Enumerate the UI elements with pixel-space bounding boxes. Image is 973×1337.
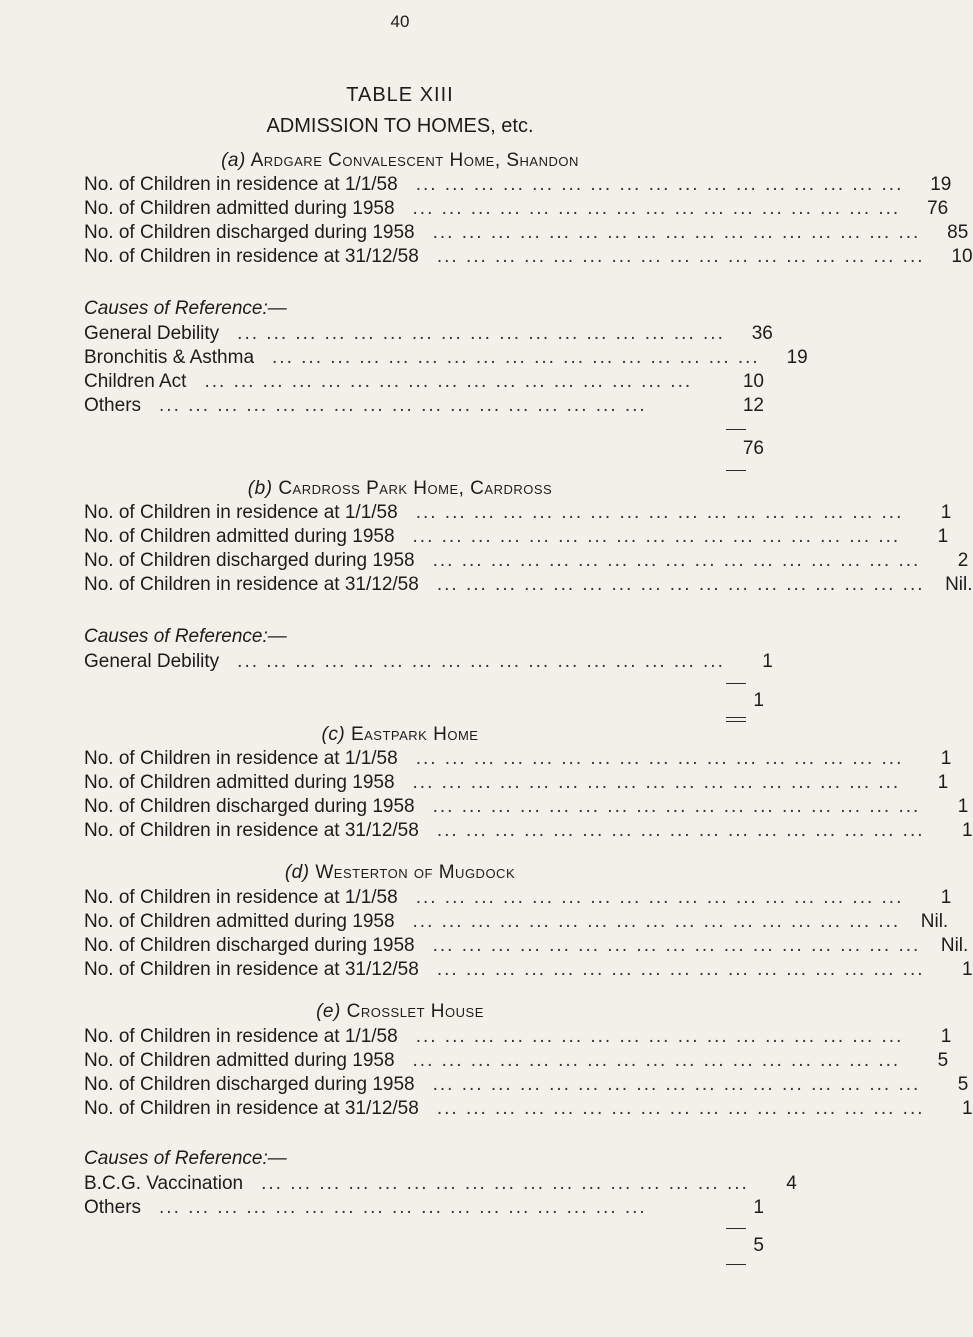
row-label: Others — [84, 1197, 142, 1218]
section-title: Cardross Park Home, Cardross — [278, 478, 553, 499]
row-value: 1 — [753, 1197, 764, 1218]
leader-dots: ... ... ... ... ... ... ... ... ... ... ... ... ... ... ... ... ... — [432, 222, 921, 243]
row-value: Nil. — [920, 911, 949, 932]
table-row — [84, 772, 949, 796]
total-double-rule — [726, 717, 746, 722]
table-row — [84, 550, 969, 574]
leader-dots: ... ... ... ... ... ... ... ... ... ... ... ... ... ... ... ... ... — [237, 651, 725, 672]
row-value: 12 — [742, 395, 764, 416]
row-value: 85 — [947, 222, 969, 243]
total-rule — [726, 683, 746, 684]
row-label: No. of Children in residence at 31/12/58 — [84, 959, 419, 980]
section-letter: (a) — [221, 150, 246, 171]
row-value: 1 — [940, 502, 952, 523]
row-value: 76 — [927, 198, 949, 219]
row-value: 19 — [786, 347, 808, 368]
row-value: 1 — [961, 820, 973, 841]
leader-dots: ... ... ... ... ... ... ... ... ... ... ... ... ... ... ... ... ... — [204, 371, 693, 392]
table-row — [84, 526, 949, 550]
page-number: 40 — [390, 12, 410, 31]
leader-dots: ... ... ... ... ... ... ... ... ... ... ... ... ... ... ... ... ... — [432, 550, 921, 571]
row-label: B.C.G. Vaccination — [84, 1173, 244, 1194]
row-label: No. of Children discharged during 1958 — [84, 222, 415, 243]
row-label: No. of Children in residence at 1/1/58 — [84, 1026, 398, 1047]
table-row — [84, 959, 973, 983]
table-title: TABLE XIII — [346, 84, 454, 106]
row-value: Nil. — [945, 574, 973, 595]
total-value: 5 — [753, 1235, 764, 1256]
section-heading-b — [0, 478, 800, 500]
row-label: No. of Children in residence at 1/1/58 — [84, 748, 398, 769]
total-rule — [726, 1228, 746, 1229]
causes-heading: Causes of Reference:— — [84, 626, 287, 647]
row-label: No. of Children discharged during 1958 — [84, 1074, 415, 1095]
table-row — [84, 371, 764, 395]
table-row — [84, 395, 764, 419]
leader-dots: ... ... ... ... ... ... ... ... ... ... ... ... ... ... ... ... ... — [412, 911, 901, 932]
row-value: 10 — [742, 371, 764, 392]
table-row — [84, 1050, 949, 1074]
leader-dots: ... ... ... ... ... ... ... ... ... ... ... ... ... ... ... ... ... — [237, 323, 725, 344]
leader-dots: ... ... ... ... ... ... ... ... ... ... ... ... ... ... ... ... ... — [412, 526, 901, 547]
section-heading-c — [0, 724, 800, 746]
total-rule — [726, 470, 746, 471]
section-letter: (c) — [321, 724, 346, 745]
table-row — [84, 651, 773, 675]
section-title: Westerton of Mugdock — [315, 862, 516, 883]
causes-heading: Causes of Reference:— — [84, 1148, 287, 1169]
row-label: No. of Children admitted during 1958 — [84, 1050, 395, 1071]
row-label: No. of Children in residence at 1/1/58 — [84, 174, 398, 195]
leader-dots: ... ... ... ... ... ... ... ... ... ... ... ... ... ... ... ... ... — [415, 748, 904, 769]
leader-dots: ... ... ... ... ... ... ... ... ... ... ... ... ... ... ... ... ... — [412, 772, 901, 793]
row-label: No. of Children discharged during 1958 — [84, 796, 415, 817]
table-row — [84, 347, 808, 371]
row-value: 4 — [786, 1173, 797, 1194]
total-rule — [726, 429, 746, 430]
table-row — [84, 1026, 952, 1050]
table-row — [84, 935, 969, 959]
row-value: 36 — [751, 323, 773, 344]
leader-dots: ... ... ... ... ... ... ... ... ... ... ... ... ... ... ... ... ... — [412, 1050, 901, 1071]
table-row — [84, 502, 952, 526]
row-value: Nil. — [940, 935, 969, 956]
table-row — [84, 911, 949, 935]
table-subtitle: ADMISSION TO HOMES, etc. — [266, 115, 534, 137]
leader-dots: ... ... ... ... ... ... ... ... ... ... ... ... ... ... ... ... ... — [436, 1098, 925, 1119]
leader-dots: ... ... ... ... ... ... ... ... ... ... ... ... ... ... ... ... ... — [412, 198, 901, 219]
table-row — [84, 887, 952, 911]
table-row — [84, 174, 952, 198]
row-value: 10 — [951, 246, 973, 267]
total-rule — [726, 1264, 746, 1265]
row-label: General Debility — [84, 323, 220, 344]
row-value: 1 — [940, 748, 952, 769]
leader-dots: ... ... ... ... ... ... ... ... ... ... ... ... ... ... ... ... ... — [436, 959, 925, 980]
row-label: General Debility — [84, 651, 220, 672]
table-row — [84, 198, 949, 222]
table-row — [84, 246, 973, 270]
leader-dots: ... ... ... ... ... ... ... ... ... ... ... ... ... ... ... ... ... — [432, 796, 921, 817]
section-heading-d — [0, 862, 800, 884]
table-row — [84, 820, 973, 844]
row-label: No. of Children admitted during 1958 — [84, 526, 395, 547]
table-row — [84, 1197, 764, 1221]
row-label: No. of Children in residence at 1/1/58 — [84, 502, 398, 523]
row-label: No. of Children discharged during 1958 — [84, 550, 415, 571]
row-label: Others — [84, 395, 142, 416]
section-heading-a — [0, 150, 800, 172]
row-value: 1 — [762, 651, 773, 672]
leader-dots: ... ... ... ... ... ... ... ... ... ... ... ... ... ... ... ... ... — [436, 820, 925, 841]
row-label: No. of Children in residence at 31/12/58 — [84, 246, 419, 267]
row-label: Children Act — [84, 371, 187, 392]
causes-heading: Causes of Reference:— — [84, 298, 287, 319]
table-row — [84, 1074, 969, 1098]
leader-dots: ... ... ... ... ... ... ... ... ... ... ... ... ... ... ... ... ... — [436, 574, 925, 595]
row-value: 1 — [961, 959, 973, 980]
table-row — [84, 222, 969, 246]
table-row — [84, 323, 773, 347]
section-title: Crosslet House — [346, 1001, 484, 1022]
row-value: 19 — [930, 174, 952, 195]
row-value: 2 — [957, 550, 969, 571]
row-value: 5 — [937, 1050, 949, 1071]
leader-dots: ... ... ... ... ... ... ... ... ... ... ... ... ... ... ... ... ... — [159, 395, 647, 416]
leader-dots: ... ... ... ... ... ... ... ... ... ... ... ... ... ... ... ... ... — [272, 347, 760, 368]
table-row — [84, 574, 973, 598]
row-value: 5 — [957, 1074, 969, 1095]
section-heading-e — [0, 1001, 800, 1023]
leader-dots: ... ... ... ... ... ... ... ... ... ... ... ... ... ... ... ... ... — [415, 174, 904, 195]
section-title: Eastpark Home — [350, 724, 479, 745]
row-label: Bronchitis & Asthma — [84, 347, 255, 368]
row-value: 1 — [937, 772, 949, 793]
row-value: 1 — [961, 1098, 973, 1119]
table-row — [84, 1098, 973, 1122]
row-value: 1 — [957, 796, 969, 817]
row-label: No. of Children in residence at 31/12/58 — [84, 820, 419, 841]
table-row — [84, 1173, 797, 1197]
row-value: 1 — [940, 1026, 952, 1047]
row-label: No. of Children discharged during 1958 — [84, 935, 415, 956]
leader-dots: ... ... ... ... ... ... ... ... ... ... ... ... ... ... ... ... ... — [436, 246, 925, 267]
section-title: Ardgare Convalescent Home, Shandon — [250, 150, 579, 171]
leader-dots: ... ... ... ... ... ... ... ... ... ... ... ... ... ... ... ... ... — [159, 1197, 647, 1218]
row-label: No. of Children in residence at 1/1/58 — [84, 887, 398, 908]
section-letter: (d) — [284, 862, 310, 883]
total-value: 1 — [753, 690, 764, 711]
leader-dots: ... ... ... ... ... ... ... ... ... ... ... ... ... ... ... ... ... — [415, 1026, 904, 1047]
table-row — [84, 748, 952, 772]
leader-dots: ... ... ... ... ... ... ... ... ... ... ... ... ... ... ... ... ... — [432, 935, 921, 956]
row-label: No. of Children admitted during 1958 — [84, 911, 395, 932]
leader-dots: ... ... ... ... ... ... ... ... ... ... ... ... ... ... ... ... ... — [432, 1074, 921, 1095]
row-label: No. of Children admitted during 1958 — [84, 198, 395, 219]
leader-dots: ... ... ... ... ... ... ... ... ... ... ... ... ... ... ... ... ... — [415, 502, 904, 523]
section-letter: (b) — [247, 478, 273, 499]
row-value: 1 — [940, 887, 952, 908]
row-label: No. of Children in residence at 31/12/58 — [84, 1098, 419, 1119]
leader-dots: ... ... ... ... ... ... ... ... ... ... ... ... ... ... ... ... ... — [261, 1173, 749, 1194]
row-value: 1 — [937, 526, 949, 547]
row-label: No. of Children in residence at 31/12/58 — [84, 574, 419, 595]
total-value: 76 — [742, 438, 764, 459]
leader-dots: ... ... ... ... ... ... ... ... ... ... ... ... ... ... ... ... ... — [415, 887, 904, 908]
table-row — [84, 796, 969, 820]
section-letter: (e) — [316, 1001, 341, 1022]
row-label: No. of Children admitted during 1958 — [84, 772, 395, 793]
